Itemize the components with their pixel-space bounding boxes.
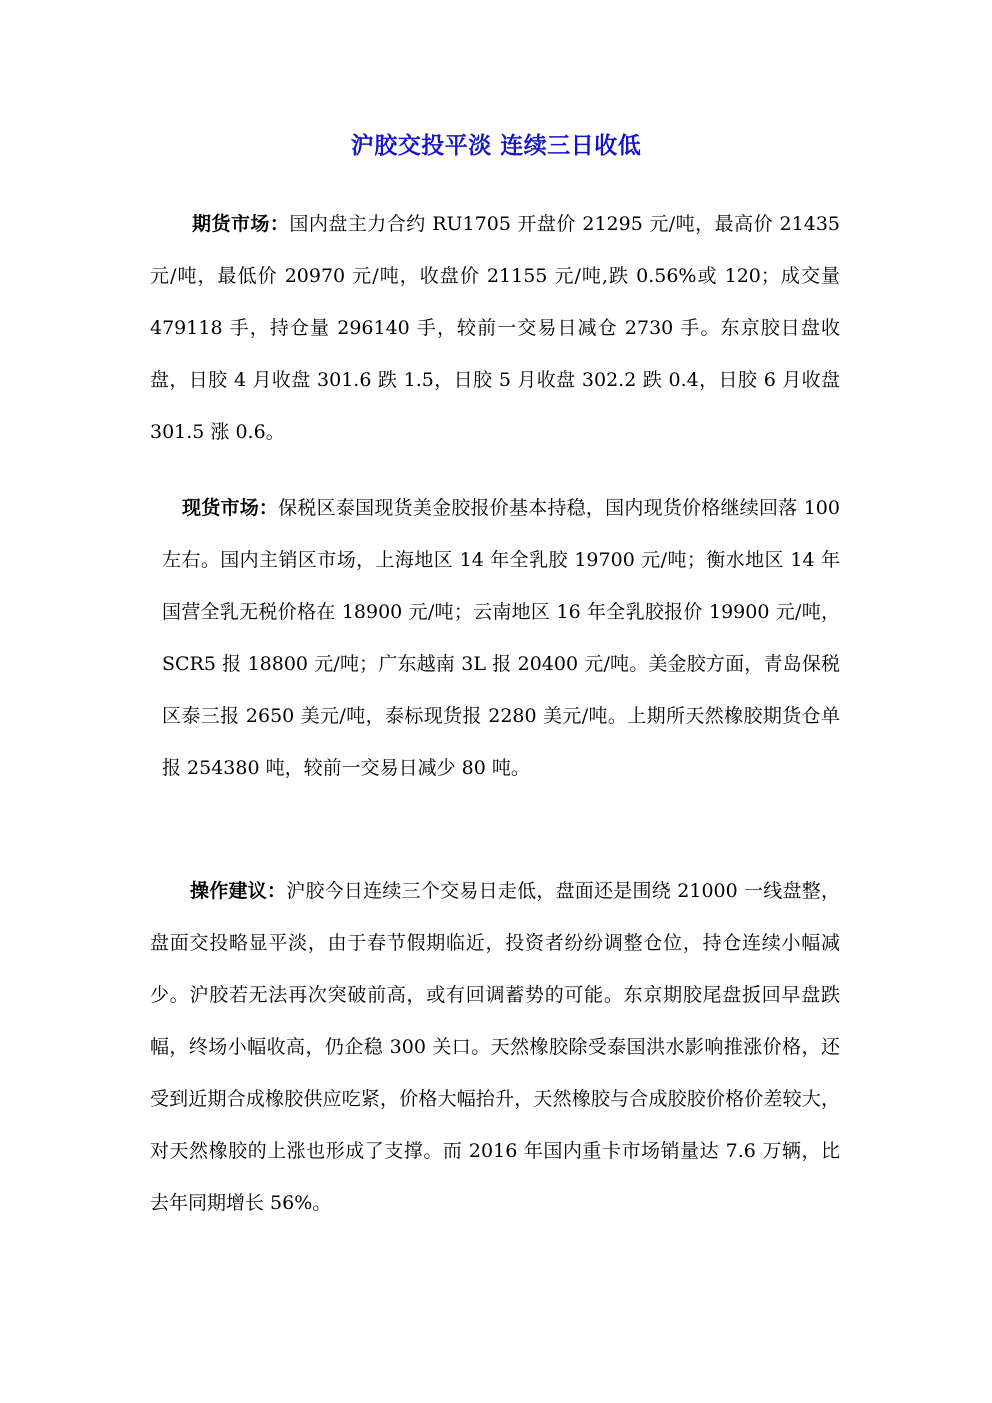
futures-market-label: 期货市场：	[192, 213, 290, 235]
spot-market-text: 保税区泰国现货美金胶报价基本持稳，国内现货价格继续回落 100 左右。国内主销区市场，上海地区 14 年全乳胶 19700 元/吨；衡水地区 14 年国营全乳无税价格在 18900 元/吨；云南地区 16 年全乳胶报价 19900 元/吨，SCR5 报 18800 元/吨；广东越南 3L 报 20400 元/吨。美金胶方面，青岛保税区泰三报 2650 美元/吨，泰标现货报 2280 美元/吨。上期所天然橡胶期货仓单报 254380 吨，较前一交易日减少 80 吨。	[162, 497, 840, 779]
trading-advice-paragraph	[150, 865, 840, 1229]
futures-market-text: 国内盘主力合约 RU1705 开盘价 21295 元/吨，最高价 21435 元/吨，最低价 20970 元/吨，收盘价 21155 元/吨,跌 0.56%或 120；成交量 479118 手，持仓量 296140 手，较前一交易日减仓 2730 手。东京胶日盘收盘，日胶 4 月收盘 301.6 跌 1.5，日胶 5 月收盘 302.2 跌 0.4，日胶 6 月收盘 301.5 涨 0.6。	[150, 213, 840, 443]
spot-market-label: 现货市场：	[182, 497, 279, 519]
futures-market-paragraph	[150, 198, 840, 458]
trading-advice-label: 操作建议：	[190, 880, 287, 902]
spot-market-paragraph	[162, 482, 840, 794]
trading-advice-text: 沪胶今日连续三个交易日走低，盘面还是围绕 21000 一线盘整，盘面交投略显平淡，由于春节假期临近，投资者纷纷调整仓位，持仓连续小幅减少。沪胶若无法再次突破前高，或有回调蓄势的可能。东京期胶尾盘扳回早盘跌幅，终场小幅收高，仍企稳 300 关口。天然橡胶除受泰国洪水影响推涨价格，还受到近期合成橡胶供应吃紧，价格大幅抬升，天然橡胶与合成胶胶价格价差较大，对天然橡胶的上涨也形成了支撑。而 2016 年国内重卡市场销量达 7.6 万辆，比去年同期增长 56%。	[150, 880, 840, 1214]
document-title: 沪胶交投平淡 连续三日收低	[350, 133, 642, 159]
